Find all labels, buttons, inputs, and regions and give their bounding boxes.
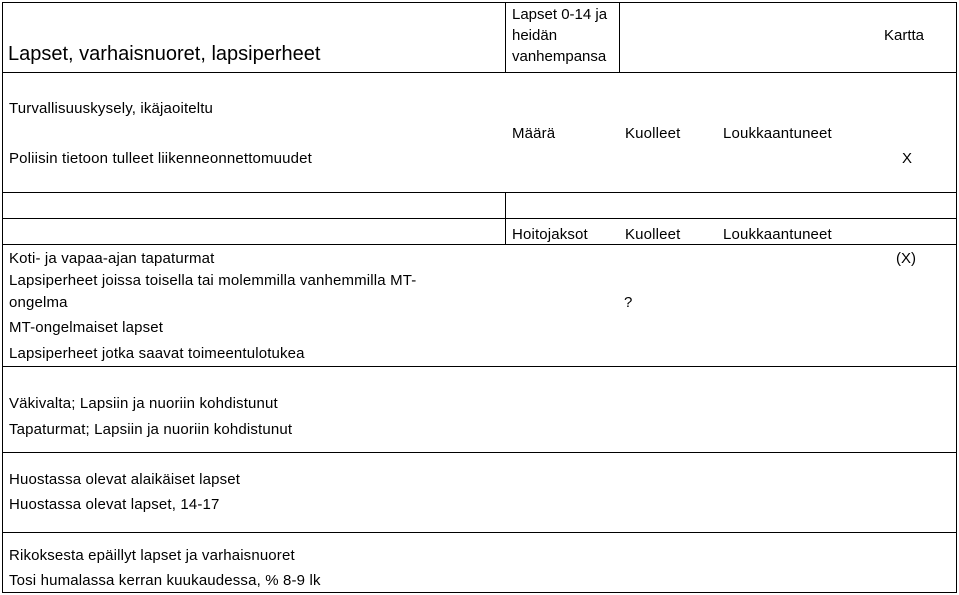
row-label-income-support: Lapsiperheet jotka saavat toimeentulotukea	[9, 345, 305, 362]
map-mark-parenthesized-x: (X)	[896, 250, 916, 267]
page-title: Lapset, varhaisnuoret, lapsiperheet	[8, 43, 321, 65]
column-group-line-3: vanhempansa	[512, 48, 607, 65]
row-label-custody-14-17: Huostassa olevat lapset, 14-17	[9, 496, 220, 513]
map-mark-x: X	[902, 150, 913, 167]
col-header-loukkaantuneet-1: Loukkaantuneet	[723, 125, 832, 142]
col-header-kuolleet-2: Kuolleet	[625, 226, 681, 243]
header-divider-1	[505, 2, 506, 72]
column-group-line-2: heidän	[512, 27, 558, 44]
row-line-1	[2, 192, 957, 193]
row-line-4	[2, 366, 957, 367]
column-group-line-1: Lapset 0-14 ja	[512, 6, 608, 23]
row-label-accidents-children: Tapaturmat; Lapsiin ja nuoriin kohdistunut	[9, 421, 293, 438]
row-line-2	[2, 218, 957, 219]
col-header-hoitojaksot: Hoitojaksot	[512, 226, 588, 243]
col-header-kuolleet-1: Kuolleet	[625, 125, 681, 142]
border-left	[2, 2, 3, 592]
col-line-2	[505, 218, 506, 244]
row-label-mt-families-line2: ongelma	[9, 294, 68, 311]
header-bottom-line	[2, 72, 957, 73]
border-top	[2, 2, 957, 3]
map-column-header: Kartta	[884, 27, 925, 44]
row-line-6	[2, 532, 957, 533]
border-right	[956, 2, 957, 592]
row-label-drunkenness: Tosi humalassa kerran kuukaudessa, % 8-9 lk	[9, 572, 321, 589]
row-label-mt-children: MT-ongelmaiset lapset	[9, 319, 164, 336]
unknown-value-mark: ?	[624, 294, 633, 311]
col-header-maara: Määrä	[512, 125, 556, 142]
row-label-mt-families-line1: Lapsiperheet joissa toisella tai molemmilla vanhemmilla MT-	[9, 272, 417, 289]
col-line-1	[505, 192, 506, 218]
row-label-home-accidents: Koti- ja vapaa-ajan tapaturmat	[9, 250, 215, 267]
col-header-loukkaantuneet-2: Loukkaantuneet	[723, 226, 832, 243]
row-label-survey: Turvallisuuskysely, ikäjaoiteltu	[9, 100, 214, 117]
row-label-crime-suspects: Rikoksesta epäillyt lapset ja varhaisnuoret	[9, 547, 295, 564]
row-line-3	[2, 244, 957, 245]
row-label-traffic-accidents: Poliisin tietoon tulleet liikenneonnettomuudet	[9, 150, 312, 167]
row-label-violence: Väkivalta; Lapsiin ja nuoriin kohdistunut	[9, 395, 278, 412]
row-label-custody-minors: Huostassa olevat alaikäiset lapset	[9, 471, 241, 488]
header-divider-2	[619, 2, 620, 72]
border-bottom	[2, 592, 957, 593]
row-line-5	[2, 452, 957, 453]
